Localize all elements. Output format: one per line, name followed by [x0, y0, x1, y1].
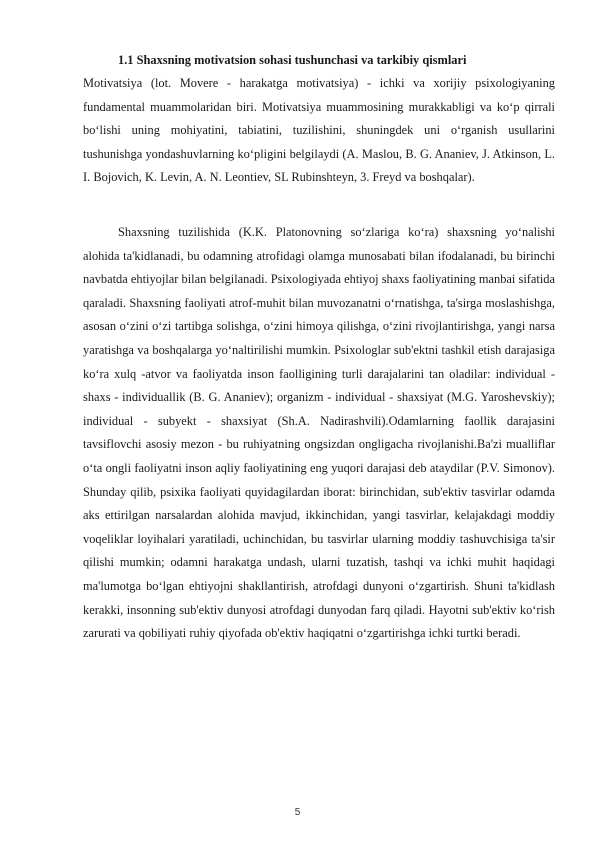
- paragraph-2-text: Shaxsning tuzilishida (K.K. Platonovning so‘zlariga ko‘ra) shaxsning yo‘nalishi alohida ta'kidlanadi, bu odamning atrofidagi olamga munosabati bilan ifodalanadi, bu birinchi navbatda ehtiyojlar bilan belgilanadi. Psixologiyada ehtiyoj shaxs faoliyatining manbai sifatida qaraladi. Shaxsning faoliyati atrof-muhit bilan muvozanatni o‘rnatishga, ta'sirga moslashishga, asosan o‘zini o‘zi tartibga solishga, o‘zini himoya qilishga, o‘zini rivojlantirishga, yangi narsa yaratishga va boshqalarga yo‘naltirilishi mumkin. Psixologlar sub'ektni tashkil etish darajasiga ko‘ra xulq -atvor va faoliyatda inson faolligining turli darajalarini tan oladilar: individual - shaxs - individuallik (B. G. Ananiev); organizm - individual - shaxsiyat (M.G. Yaroshevskiy); individual - subyekt - shaxsiyat (Sh.A. Nadirashvili).Odamlarning faollik darajasini tavsiflovchi asosiy mezon - bu ruhiyatning ongsizdan ongligacha rivojlanishi.Ba'zi mualliflar o‘ta ongli faoliyatni inson aqliy faoliyatining eng yuqori darajasi deb ataydilar (P.V. Simonov). Shunday qilib, psixika faoliyati quyidagilardan iborat: birinchidan, sub'ektiv tasvirlar odamda aks ettirilgan narsalardan alohida mavjud, ikkinchidan, yangi tasvirlar, kelajakdagi moddiy voqeliklar loyihalari yaratiladi, uchinchidan, bu tasvirlar ularning moddiy tashuvchisiga ta'sir qilishi mumkin; odamni harakatga undash, ularni tuzatish, tashqi va ichki muhit haqidagi ma'lumotga bo‘lgan ehtiyojni shakllantirish, atrofdagi dunyoni o‘zgartirish. Shuni ta'kidlash kerakki, insonning sub'ektiv dunyosi atrofdagi dunyodan farq qiladi. Hayotni sub'ektiv ko‘rish zarurati va qobiliyati ruhiy qiyofada ob'ektiv haqiqatni o‘zgartirishga ichki turtki beradi.: [83, 225, 555, 641]
- paragraph-2: [83, 221, 555, 646]
- paragraph-block-1: [83, 72, 555, 190]
- section-heading: 1.1 Shaxsning motivatsion sohasi tushunchasi va tarkibiy qismlari: [118, 53, 467, 67]
- paragraph-1-text: Motivatsiya (lot. Movere - harakatga motivatsiya) - ichki va xorijiy psixologiyaning fundamental muammolaridan biri. Motivatsiya muammosining murakkabligi va ko‘p qirrali bo‘lishi uning mohiyatini, tabiatini, tuzilishini, shuningdek uni o‘rganish usullarini tushunishga yondashuvlarning ko‘pligini belgilaydi (A. Maslou, B. G. Ananiev, J. Atkinson, L. I. Bojovich, K. Levin, A. N. Leontiev, SL Rubinshteyn, 3. Freyd va boshqalar).: [83, 76, 555, 185]
- paragraph-1: [83, 72, 555, 190]
- paragraph-block-2: [83, 221, 555, 646]
- document-content: [118, 49, 555, 73]
- page-number: 5: [294, 807, 301, 818]
